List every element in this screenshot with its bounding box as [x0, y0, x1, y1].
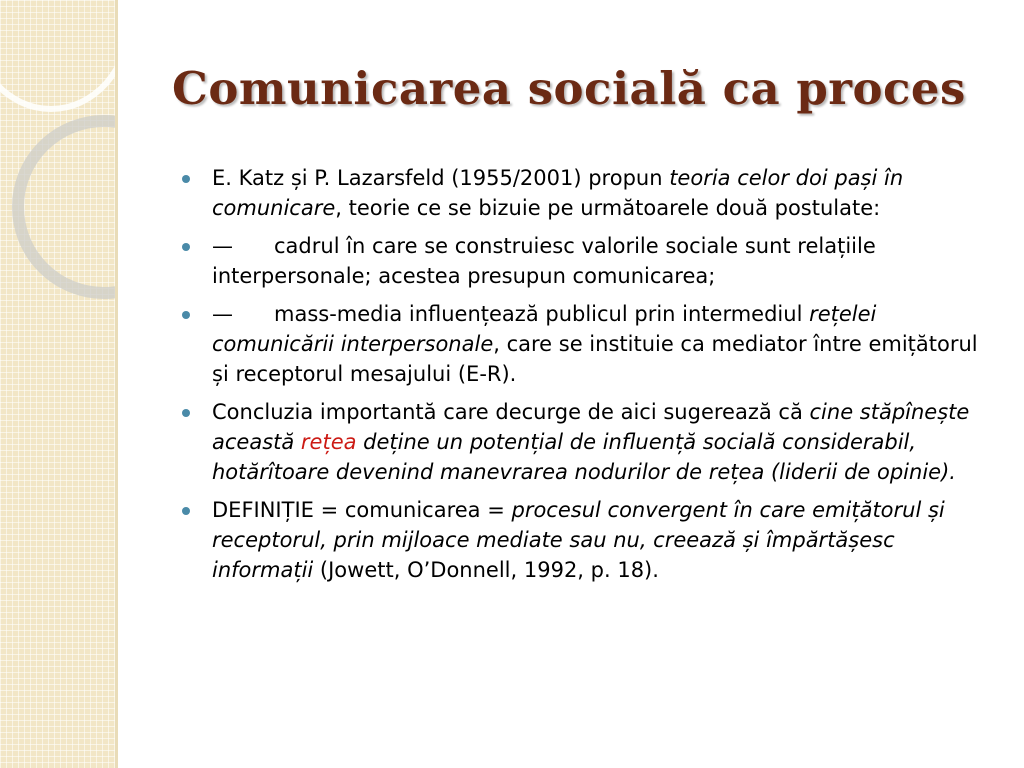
text-segment: cadrul în care se construiesc valorile sociale sunt relațiile interpersonale; acestea presupun comunicarea;	[212, 234, 876, 288]
bullet-item-2	[182, 231, 982, 291]
italic-segment: teoria celor doi pași în comunicare	[212, 166, 904, 220]
text-segment: mass-media influențează publicul prin intermediul	[274, 302, 810, 326]
text-segment: , care se instituie ca mediator între emițătorul și receptorul mesajului (E-R).	[212, 332, 978, 386]
bullet-item-4	[182, 397, 982, 487]
bullet-dot	[182, 507, 190, 515]
italic-segment: procesul convergent în care emițătorul și receptorul, prin mijloace mediate sau nu, creează și împărtășesc informații	[212, 498, 945, 582]
decorative-ring-middle	[12, 115, 115, 299]
bullet-dot	[182, 243, 190, 251]
bullet-item-3	[182, 299, 982, 389]
bullet-dot	[182, 409, 190, 417]
text-segment: , teorie ce se bizuie pe următoarele două postulate:	[335, 196, 881, 220]
decorative-ring-top	[0, 0, 115, 112]
text-segment: DEFINIȚIE = comunicarea =	[212, 498, 512, 522]
bullet-list	[182, 163, 982, 593]
decorative-side-band	[0, 0, 115, 768]
italic-segment: deține un potențial de influență socială considerabil, hotărîtoare devenind manevrarea nodurilor de rețea (liderii de opinie).	[212, 430, 956, 484]
dash-marker: —	[212, 234, 233, 258]
highlighted-word: rețea	[300, 430, 357, 454]
bullet-dot	[182, 311, 190, 319]
text-segment: (Jowett, O’Donnell, 1992, p. 18).	[313, 558, 659, 582]
text-segment: E. Katz și P. Lazarsfeld (1955/2001) propun	[212, 166, 670, 190]
side-band-edge	[115, 0, 118, 768]
bullet-dot	[182, 175, 190, 183]
bullet-item-1	[182, 163, 982, 223]
text-segment: Concluzia importantă care decurge de aici sugerează că	[212, 400, 810, 424]
dash-marker: —	[212, 302, 233, 326]
slide-title: Comunicarea socială ca proces	[172, 62, 966, 115]
italic-segment: rețelei comunicării interpersonale	[212, 302, 877, 356]
bullet-item-5	[182, 495, 982, 585]
italic-segment: cine stăpînește această	[212, 400, 970, 454]
